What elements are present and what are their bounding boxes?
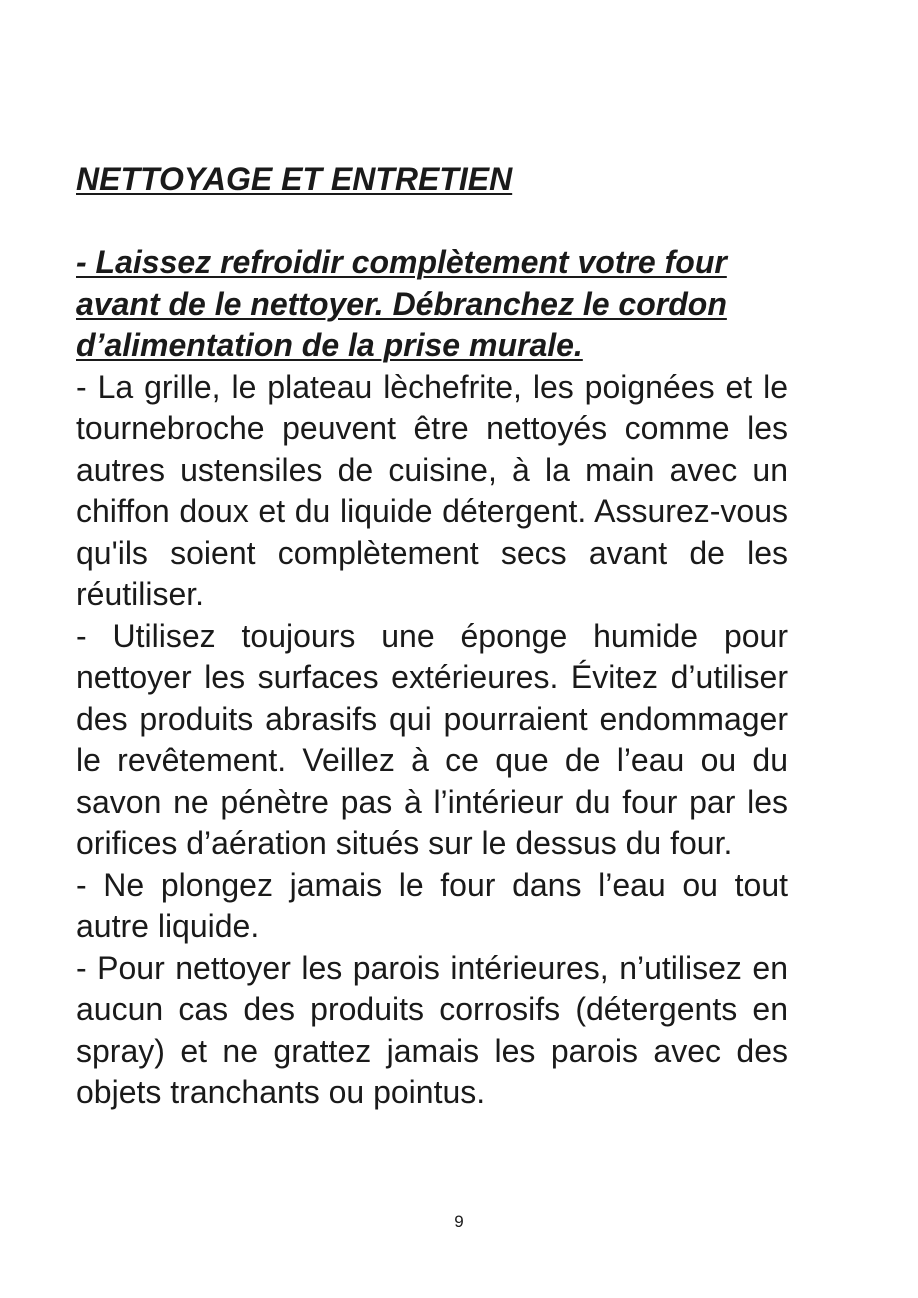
warning-text: - Laissez refroidir complètement votre four avant de le nettoyer. Débranchez le cordon d’alimentation de la prise murale. — [76, 244, 727, 363]
paragraph-exterior-surfaces: - Utilisez toujours une éponge humide pour nettoyer les surfaces extérieures. Évitez d’utiliser des produits abrasifs qui pourraient endommager le revêtement. Veillez à ce que de l’eau ou du savon ne pénètre pas à l’intérieur du four par les orifices d’aération situés sur le dessus du four. — [76, 617, 788, 861]
paragraph-no-immersion: - Ne plongez jamais le four dans l’eau ou tout autre liquide. — [76, 866, 788, 944]
paragraph-cleaning-accessories: - La grille, le plateau lèchefrite, les poignées et le tournebroche peuvent être nettoyés comme les autres ustensiles de cuisine, à la main avec un chiffon doux et du liquide détergent. Assurez-vous qu'ils soient complètement secs avant de les réutiliser. — [76, 368, 788, 612]
page-number: 9 — [454, 1212, 464, 1231]
page-title: NETTOYAGE ET ENTRETIEN — [76, 161, 513, 197]
page-content — [76, 158, 788, 1114]
paragraph-interior-walls: - Pour nettoyer les parois intérieures, n’utilisez en aucun cas des produits corrosifs (détergents en spray) et ne grattez jamais les parois avec des objets tranchants ou pointus. — [76, 949, 788, 1110]
